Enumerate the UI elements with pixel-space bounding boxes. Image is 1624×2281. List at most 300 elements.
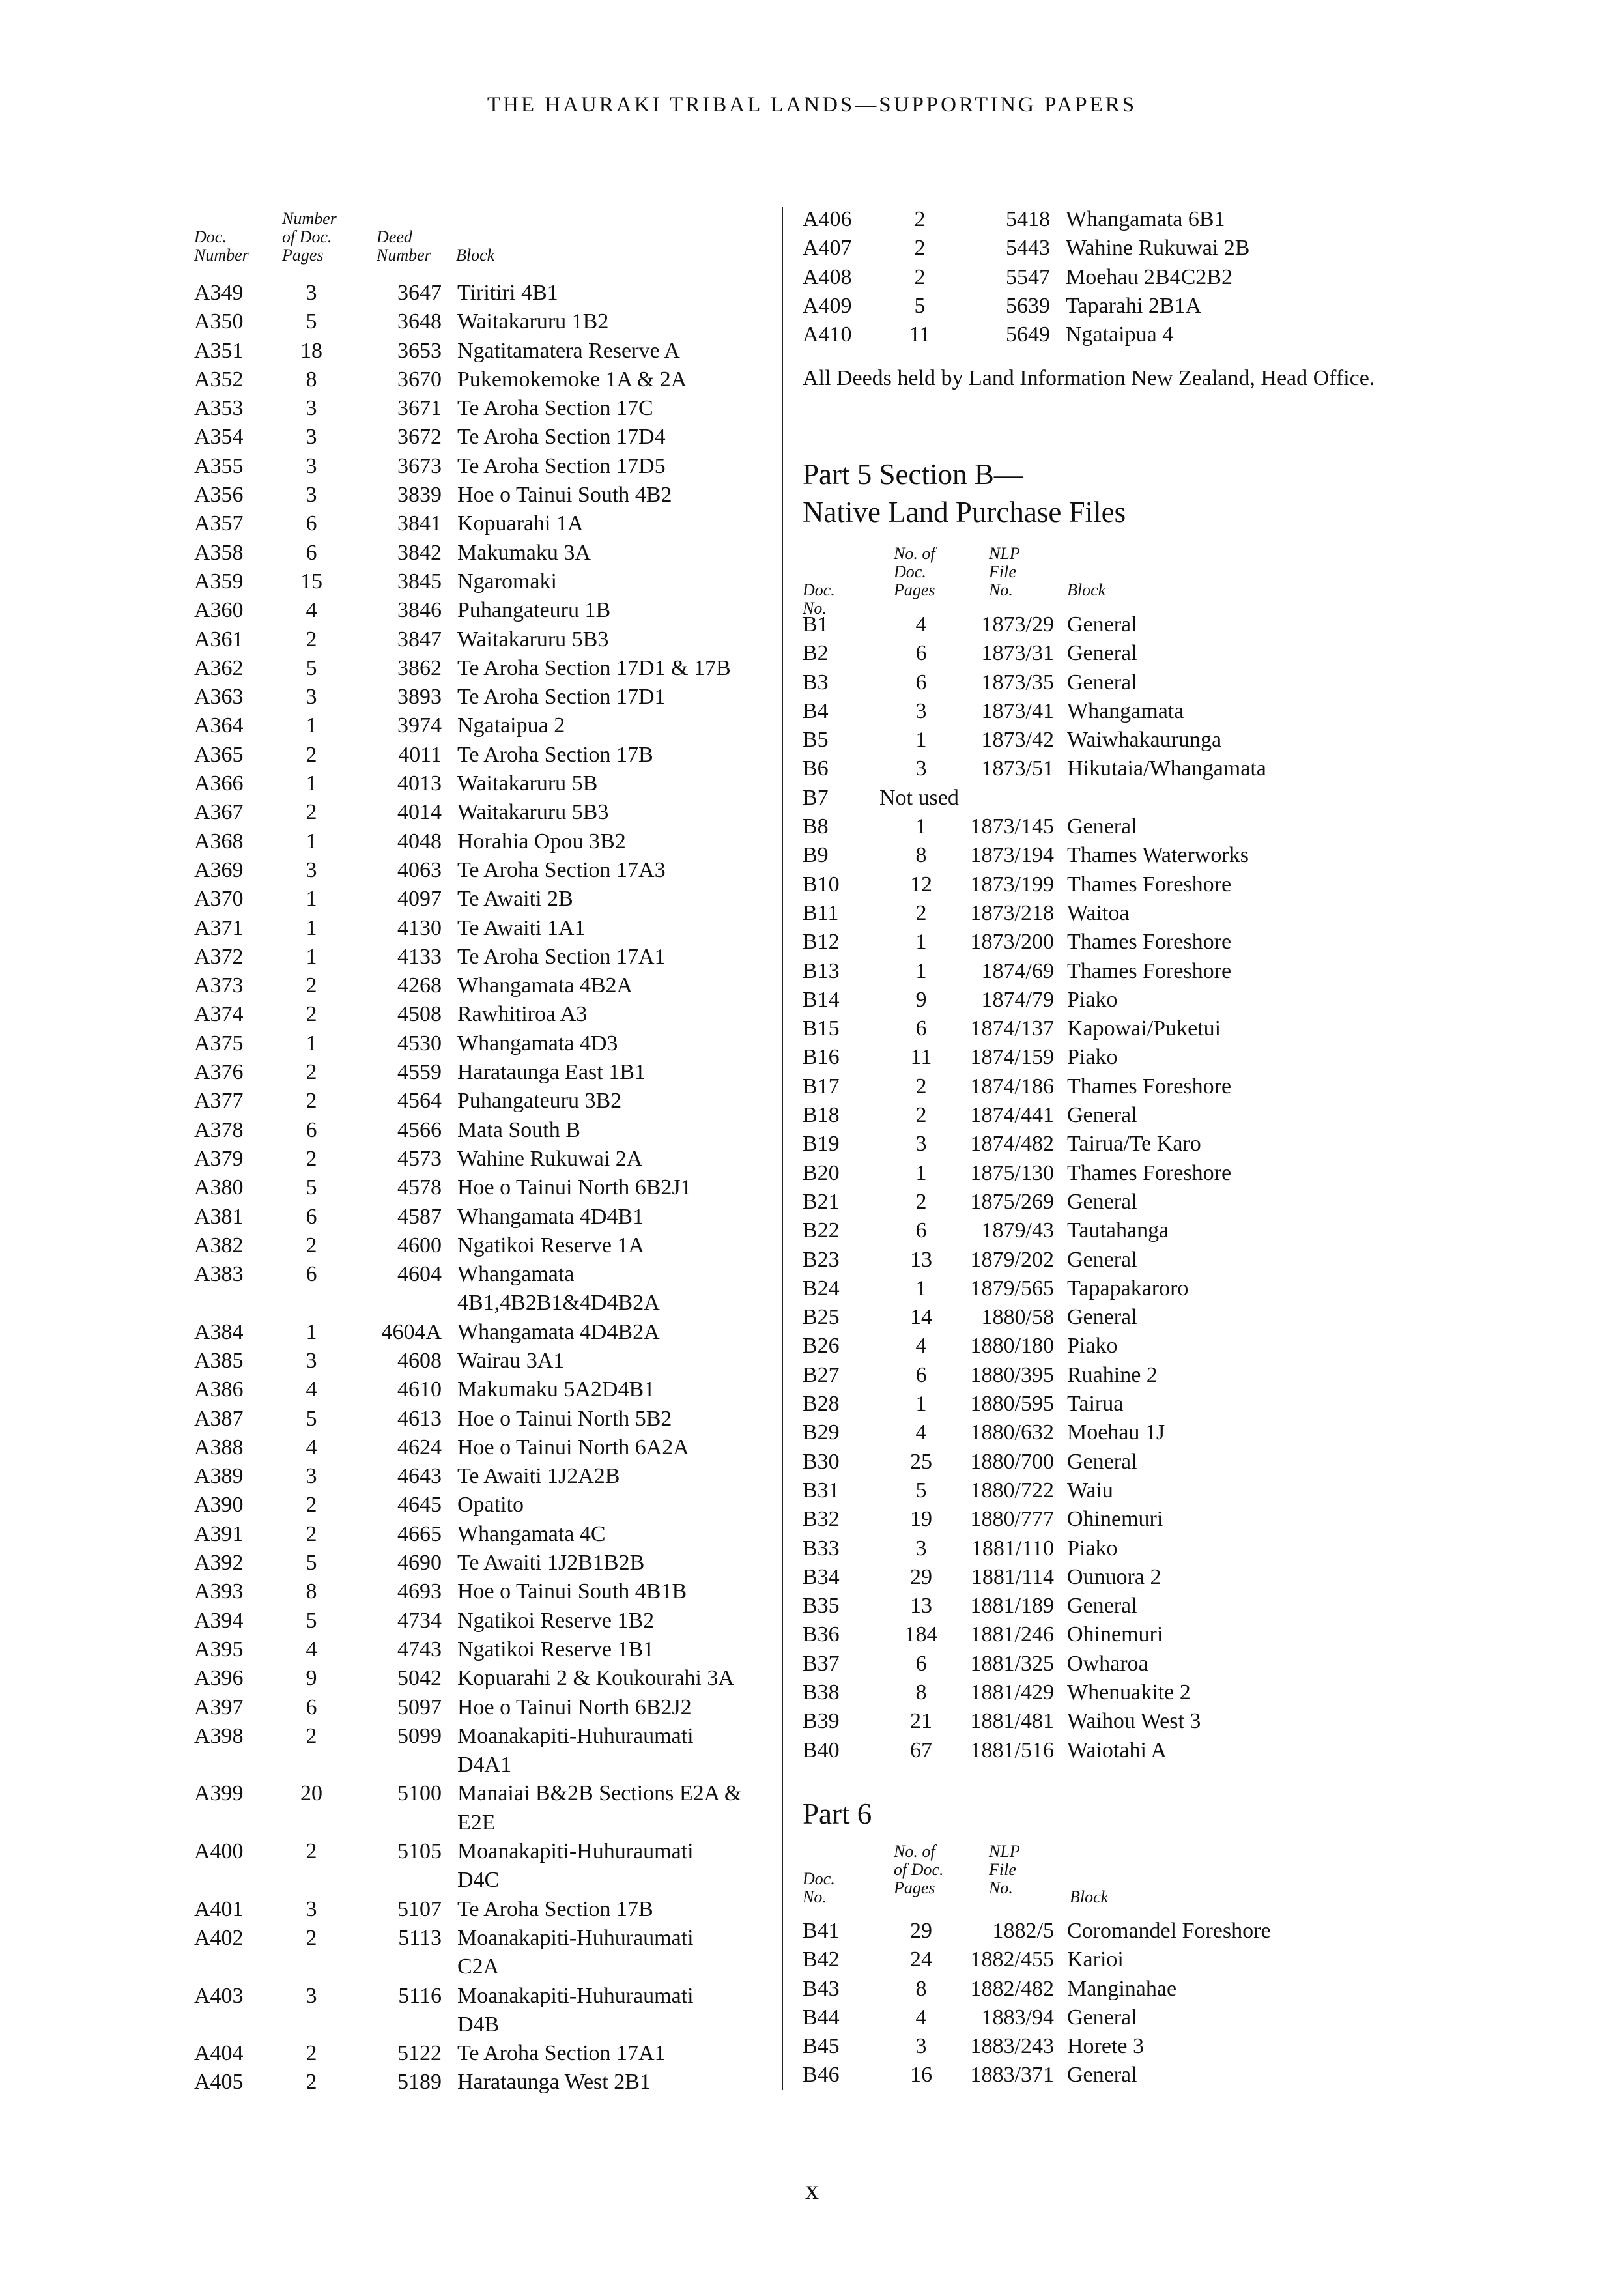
nlp-file-number: 1873/29 <box>981 612 1054 637</box>
table-row <box>194 945 780 973</box>
block-name: Waitakaruru 5B3 <box>457 627 609 652</box>
table-row <box>803 756 1415 785</box>
block-name: Ngataipua 2 <box>457 713 565 738</box>
page-count: 29 <box>910 1919 932 1943</box>
block-name: General <box>1067 2063 1137 2087</box>
table-row <box>803 1392 1415 1420</box>
deed-number: 4604A <box>381 1319 442 1344</box>
page-count: 2 <box>914 236 926 261</box>
table-row <box>194 1926 780 1984</box>
doc-number: A378 <box>194 1117 244 1142</box>
table-row <box>194 1839 780 1897</box>
block-name: Tapapakaroro <box>1067 1276 1189 1300</box>
doc-number: B13 <box>803 958 840 983</box>
page-count: 2 <box>306 2070 317 2095</box>
nlp-file-number: 1881/114 <box>971 1564 1054 1589</box>
block-name: D4A1 <box>457 1753 512 1777</box>
doc-number: A366 <box>194 771 244 796</box>
deed-number: 5639 <box>1006 293 1050 318</box>
block-name: Te Awaiti 1J2B1B2B <box>457 1551 645 1575</box>
page-count: 3 <box>915 2034 927 2059</box>
block-name: Piako <box>1067 1045 1118 1070</box>
doc-number: A400 <box>194 1839 244 1864</box>
page-count: 8 <box>915 1680 927 1704</box>
page-count: 4 <box>306 1435 317 1459</box>
block-name: Manginahae <box>1067 1976 1177 2001</box>
page-count: 3 <box>306 281 317 305</box>
doc-number: B41 <box>803 1919 840 1943</box>
doc-number: A383 <box>194 1262 244 1287</box>
page-count: 2 <box>306 1839 317 1864</box>
table-row <box>803 988 1415 1016</box>
block-name: Owharoa <box>1067 1651 1148 1676</box>
table-row <box>803 1276 1415 1305</box>
block-name: Te Aroha Section 17A1 <box>457 944 666 969</box>
table-row <box>803 1977 1415 2005</box>
deed-number: 4624 <box>397 1435 442 1459</box>
nlp-file-number: 1873/35 <box>981 670 1054 695</box>
nlp-file-number: 1882/455 <box>970 1947 1054 1972</box>
block-name: Hoe o Tainui North 5B2 <box>457 1406 672 1431</box>
page-count: 1 <box>306 887 317 911</box>
block-name: Te Aroha Section 17B <box>457 742 653 767</box>
deed-number: 4743 <box>397 1637 442 1661</box>
page-count: 6 <box>306 1117 317 1142</box>
table-row <box>194 1984 780 2042</box>
doc-number: A370 <box>194 887 244 911</box>
doc-number: B46 <box>803 2063 840 2087</box>
header-line: File <box>989 1860 1016 1879</box>
page-count: 2 <box>915 1189 927 1214</box>
doc-number: B19 <box>803 1132 840 1156</box>
deed-number: 3862 <box>397 655 442 680</box>
doc-number: A368 <box>194 829 244 854</box>
nlp-file-number: 1881/429 <box>970 1680 1054 1704</box>
nlp-file-number: 1881/481 <box>970 1709 1054 1734</box>
deed-number: 4604 <box>397 1262 442 1287</box>
doc-number: A382 <box>194 1233 244 1257</box>
block-name: C2A <box>457 1955 500 1979</box>
deed-number: 3672 <box>397 425 442 450</box>
doc-number: A374 <box>194 1002 244 1027</box>
nlp-file-number: 1880/58 <box>981 1305 1054 1330</box>
page-count: 11 <box>909 323 931 347</box>
block-name: Thames Foreshore <box>1067 930 1232 954</box>
block-name: Ruahine 2 <box>1067 1362 1158 1387</box>
page-count: 2 <box>914 265 926 289</box>
table-row <box>803 236 1415 265</box>
table-row <box>194 1118 780 1147</box>
block-name: Hoe o Tainui South 4B2 <box>457 483 672 508</box>
block-name: Te Aroha Section 17B <box>457 1897 653 1921</box>
page-count: 2 <box>306 973 317 998</box>
page-count: 2 <box>306 1493 317 1517</box>
page-count: 5 <box>306 655 317 680</box>
nlp-file-number: 1879/202 <box>970 1247 1054 1272</box>
doc-number: A372 <box>194 944 244 969</box>
table-row <box>194 1897 780 1926</box>
nlp-file-number: 1881/516 <box>970 1738 1054 1762</box>
block-name: Moehau 1J <box>1067 1420 1165 1445</box>
page-count: 2 <box>306 742 317 767</box>
block-name: Te Awaiti 1J2A2B <box>457 1464 620 1489</box>
table-row <box>194 1407 780 1435</box>
block-name: Waiwhakaurunga <box>1067 728 1222 753</box>
doc-number: B4 <box>803 698 829 723</box>
page-count: 24 <box>910 1947 932 1972</box>
page-count: 4 <box>915 1334 927 1358</box>
doc-number: A356 <box>194 483 244 508</box>
block-name: Waitakaruru 1B2 <box>457 309 609 334</box>
nlp-file-number: 1880/632 <box>970 1420 1054 1445</box>
page-count: 1 <box>306 1319 317 1344</box>
block-name: Waihou West 3 <box>1067 1709 1201 1734</box>
page-count: 25 <box>910 1449 932 1474</box>
table-row <box>803 1045 1415 1074</box>
page-count: 5 <box>306 1175 317 1200</box>
block-name: Waiotahi A <box>1067 1738 1167 1762</box>
header-line: Block <box>456 246 495 265</box>
block-name: Wahine Rukuwai 2A <box>457 1146 643 1171</box>
page-count: 4 <box>915 2005 927 2030</box>
block-name: D4B <box>457 2012 500 2037</box>
header-line: No. <box>989 1878 1013 1897</box>
block-name: Thames Foreshore <box>1067 1160 1232 1185</box>
deed-number: 4734 <box>397 1608 442 1633</box>
header-line: Doc. <box>194 227 227 246</box>
deed-number: 3845 <box>397 569 442 594</box>
doc-number: A373 <box>194 973 244 998</box>
block-name: Whangamata 4D4B2A <box>457 1319 660 1344</box>
doc-number: A354 <box>194 425 244 450</box>
doc-number: B42 <box>803 1947 840 1972</box>
table-row <box>194 425 780 453</box>
block-name: Te Aroha Section 17D1 <box>457 685 666 710</box>
block-name: Pukemokemoke 1A & 2A <box>457 367 687 392</box>
nlp-file-number: 1873/51 <box>981 756 1054 781</box>
p5-header-pages <box>894 545 935 599</box>
page-count: 5 <box>915 1478 927 1502</box>
deed-number: 4133 <box>397 944 442 969</box>
table-row <box>803 1420 1415 1449</box>
deed-number: 3847 <box>397 627 442 652</box>
nlp-file-number: 1874/186 <box>970 1074 1054 1098</box>
nlp-file-number: 1874/137 <box>970 1016 1054 1041</box>
block-name: Ounuora 2 <box>1067 1564 1161 1589</box>
deed-number: 4097 <box>397 887 442 911</box>
block-name: Whangamata 4C <box>457 1521 606 1546</box>
table-row <box>194 1695 780 1724</box>
table-row <box>803 872 1415 901</box>
part6-table <box>803 1919 1415 2092</box>
nlp-file-number: 1880/777 <box>970 1507 1054 1532</box>
table-row <box>194 511 780 540</box>
doc-number: A396 <box>194 1666 244 1691</box>
nlp-file-number: 1881/110 <box>971 1536 1054 1560</box>
table-row <box>194 1609 780 1637</box>
table-row <box>803 959 1415 988</box>
page-count: 21 <box>910 1709 932 1734</box>
page-count: 8 <box>915 1976 927 2001</box>
page-count: 9 <box>306 1666 317 1691</box>
deed-number: 4587 <box>397 1204 442 1229</box>
doc-number: B10 <box>803 872 840 897</box>
page-count: 6 <box>915 641 927 666</box>
doc-number: B30 <box>803 1449 840 1474</box>
doc-number: B32 <box>803 1507 840 1532</box>
nlp-file-number: 1873/199 <box>970 872 1054 897</box>
doc-number: A395 <box>194 1637 244 1661</box>
doc-number: B24 <box>803 1276 840 1300</box>
nlp-table <box>803 612 1415 1767</box>
table-row <box>803 814 1415 843</box>
doc-number: B9 <box>803 843 829 868</box>
table-row <box>803 1738 1415 1767</box>
block-name: Kopuarahi 1A <box>457 511 584 536</box>
p6-header-doc <box>803 1870 835 1906</box>
block-name: Mata South B <box>457 1117 580 1142</box>
deed-number: 4530 <box>397 1031 442 1055</box>
table-row <box>194 1205 780 1233</box>
doc-number: A405 <box>194 2070 244 2095</box>
doc-number: A402 <box>194 1925 244 1950</box>
deed-number: 5122 <box>397 2041 442 2066</box>
page-count: 2 <box>306 1233 317 1257</box>
block-name: Horahia Opou 3B2 <box>457 829 626 854</box>
page-count: 2 <box>306 1002 317 1027</box>
doc-number: A387 <box>194 1406 244 1431</box>
page-count: 13 <box>910 1247 932 1272</box>
doc-number: A397 <box>194 1695 244 1719</box>
block-name: Wahine Rukuwai 2B <box>1066 236 1250 261</box>
doc-number: A377 <box>194 1089 244 1113</box>
table-row <box>803 1103 1415 1132</box>
doc-number: B40 <box>803 1738 840 1762</box>
block-name: Kapowai/Puketui <box>1067 1016 1221 1041</box>
deed-number: 3673 <box>397 453 442 478</box>
table-row <box>803 1190 1415 1218</box>
header-line: File <box>989 562 1016 581</box>
doc-number: B31 <box>803 1478 840 1502</box>
table-row <box>194 1551 780 1579</box>
page-count: 2 <box>306 800 317 825</box>
deed-number: 5097 <box>397 1695 442 1719</box>
doc-number: A390 <box>194 1493 244 1517</box>
table-row <box>194 483 780 511</box>
doc-number: B28 <box>803 1392 840 1416</box>
doc-number: B20 <box>803 1160 840 1185</box>
page-count: 6 <box>915 670 927 695</box>
header-line: NLP <box>989 1842 1020 1861</box>
nlp-file-number: 1873/31 <box>981 641 1054 666</box>
table-row <box>803 1536 1415 1565</box>
doc-number: A391 <box>194 1521 244 1546</box>
deed-number: 4011 <box>398 742 442 767</box>
doc-number: B21 <box>803 1189 840 1214</box>
deed-number: 4013 <box>397 771 442 796</box>
block-name: Te Aroha Section 17D1 & 17B <box>457 655 731 680</box>
column-divider <box>782 207 783 2090</box>
table-row <box>803 1594 1415 1622</box>
deed-number: 5042 <box>397 1666 442 1691</box>
page-count: 9 <box>915 987 927 1012</box>
table-row <box>194 1579 780 1608</box>
block-name: Whangamata <box>1067 698 1184 723</box>
table-row <box>803 207 1415 236</box>
block-name: General <box>1067 1189 1137 1214</box>
page-count: 2 <box>915 900 927 925</box>
header-line: Deed <box>377 227 412 246</box>
page-count: 3 <box>915 1536 927 1560</box>
block-name: Taparahi 2B1A <box>1066 293 1202 318</box>
header-line: No. <box>803 599 827 618</box>
table-row <box>194 454 780 483</box>
deed-number: 4566 <box>397 1117 442 1142</box>
table-row <box>803 1652 1415 1680</box>
header-line: Number <box>377 246 431 265</box>
block-name: General <box>1067 1305 1137 1330</box>
table-row <box>194 1089 780 1117</box>
page-count: 5 <box>306 1608 317 1633</box>
page-count: 6 <box>915 1362 927 1387</box>
deed-number: 5107 <box>397 1897 442 1921</box>
header-line: Doc. <box>803 581 835 599</box>
page-count: 1 <box>915 1160 927 1185</box>
deed-number: 4578 <box>397 1175 442 1200</box>
page-count: 2 <box>306 1146 317 1171</box>
table-row <box>194 858 780 887</box>
deed-number: 4014 <box>397 800 442 825</box>
doc-number: A385 <box>194 1348 244 1373</box>
doc-number: B17 <box>803 1074 840 1098</box>
table-row <box>194 1464 780 1493</box>
page-count: 15 <box>300 569 322 594</box>
page-count: 20 <box>300 1781 322 1806</box>
page-count: 4 <box>306 1377 317 1402</box>
block-name: Wairau 3A1 <box>457 1348 565 1373</box>
block-name: Te Aroha Section 17A1 <box>457 2041 666 2066</box>
block-name: Thames Waterworks <box>1067 843 1249 868</box>
block-name: Ohinemuri <box>1067 1622 1163 1647</box>
doc-number: A379 <box>194 1146 244 1171</box>
table-row <box>803 1709 1415 1738</box>
table-row <box>803 1450 1415 1478</box>
block-name: Tautahanga <box>1067 1218 1169 1243</box>
doc-number: B25 <box>803 1305 840 1330</box>
table-row <box>194 887 780 915</box>
doc-number: A360 <box>194 598 244 623</box>
block-name: General <box>1067 2005 1137 2030</box>
page-count: 1 <box>915 958 927 983</box>
page-count: 1 <box>306 1031 317 1055</box>
table-row <box>194 1435 780 1464</box>
doc-number: A401 <box>194 1897 244 1921</box>
page-count: 3 <box>306 425 317 450</box>
page-count: 5 <box>306 1406 317 1431</box>
doc-number: A353 <box>194 396 244 421</box>
table-row <box>803 1363 1415 1392</box>
table-row <box>194 569 780 598</box>
page-count: 8 <box>915 843 927 868</box>
table-row <box>803 1132 1415 1160</box>
block-name: Hoe o Tainui North 6B2J2 <box>457 1695 692 1719</box>
p6-header-block <box>1070 1888 1108 1906</box>
page-count: 14 <box>910 1305 932 1330</box>
deed-number: 4559 <box>397 1060 442 1085</box>
nlp-file-number: 1874/69 <box>981 958 1054 983</box>
nlp-file-number: 1879/565 <box>970 1276 1054 1300</box>
doc-number: B26 <box>803 1334 840 1358</box>
block-name: Moanakapiti-Huhuraumati <box>457 1925 694 1950</box>
table-row <box>194 1147 780 1175</box>
table-row <box>803 323 1415 351</box>
nlp-file-number: 1873/194 <box>970 843 1054 868</box>
block-name: Makumaku 5A2D4B1 <box>457 1377 655 1402</box>
header-line: Number <box>194 246 249 265</box>
header-block <box>456 246 494 265</box>
deeds-note: All Deeds held by Land Information New Zealand, Head Office. <box>803 366 1375 390</box>
page-count: 6 <box>306 511 317 536</box>
page-count: 6 <box>306 1204 317 1229</box>
table-row <box>194 1060 780 1089</box>
deed-number: 5547 <box>1006 265 1050 289</box>
nlp-file-number: 1873/145 <box>970 814 1054 839</box>
nlp-file-number: 1874/159 <box>970 1045 1054 1070</box>
page-count: 2 <box>306 2041 317 2066</box>
table-row <box>194 396 780 425</box>
page-count: 1 <box>915 728 927 753</box>
part5-subheading: Native Land Purchase Files <box>803 496 1126 528</box>
deed-number: 4610 <box>397 1377 442 1402</box>
header-line: Pages <box>282 246 324 265</box>
header-line: No. of <box>894 544 935 563</box>
header-line: No. of <box>894 1842 935 1861</box>
page-count: 4 <box>915 1420 927 1445</box>
doc-number: A403 <box>194 1983 244 2008</box>
block-name: General <box>1067 1247 1137 1272</box>
header-line: Pages <box>894 1878 935 1897</box>
doc-number: A381 <box>194 1204 244 1229</box>
block-name: Makumaku 3A <box>457 540 591 565</box>
block-name: D4C <box>457 1868 500 1893</box>
part5-heading: Part 5 Section B— <box>803 458 1023 491</box>
block-name: General <box>1067 670 1137 695</box>
block-name: Waitakaruru 5B3 <box>457 800 609 825</box>
page-count: 2 <box>306 1060 317 1085</box>
table-row <box>194 973 780 1002</box>
doc-number: A361 <box>194 627 244 652</box>
deed-number: 4268 <box>397 973 442 998</box>
page-count: 1 <box>306 944 317 969</box>
doc-number: A392 <box>194 1551 244 1575</box>
nlp-file-number: 1881/325 <box>970 1651 1054 1676</box>
deed-number: 3671 <box>397 396 442 421</box>
block-name: Hoe o Tainui North 6A2A <box>457 1435 689 1459</box>
page-count: 3 <box>306 483 317 508</box>
table-row <box>803 699 1415 728</box>
page-count: 3 <box>306 396 317 421</box>
header-doc-number <box>194 228 249 265</box>
doc-number: B2 <box>803 641 829 666</box>
page-count: 2 <box>915 1103 927 1128</box>
doc-number: B6 <box>803 756 829 781</box>
page-count: 6 <box>915 1218 927 1243</box>
table-row <box>194 1031 780 1060</box>
table-row <box>803 1680 1415 1709</box>
block-name: Whangamata 6B1 <box>1066 207 1225 231</box>
page-count: 2 <box>306 1089 317 1113</box>
doc-number: A349 <box>194 281 244 305</box>
